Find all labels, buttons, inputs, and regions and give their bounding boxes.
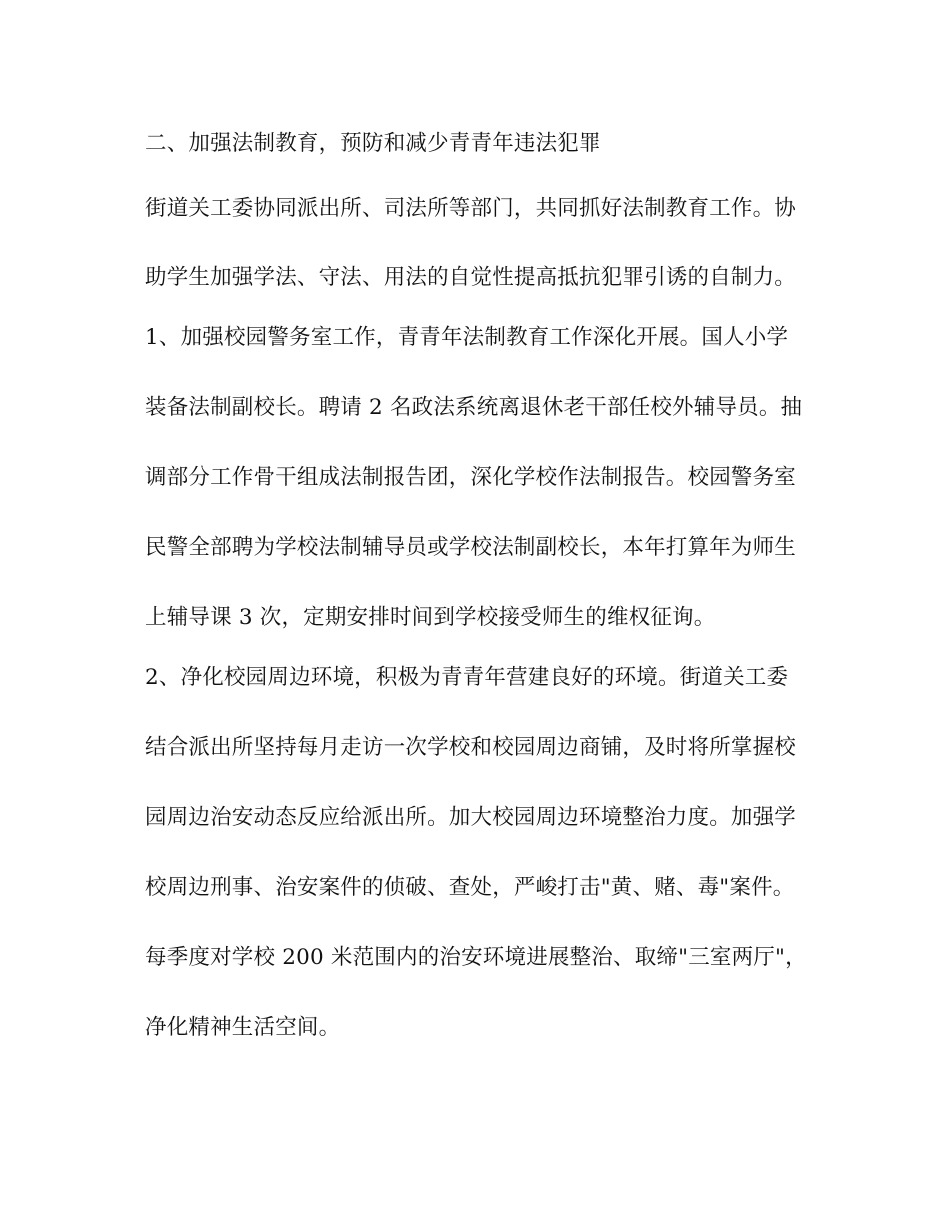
section-heading: 二、加强法制教育，预防和减少青青年违法犯罪	[145, 131, 601, 156]
paragraph-line: 结合派出所坚持每月走访一次学校和校园周边商铺，及时将所掌握校	[145, 735, 797, 760]
paragraph-line: 装备法制副校长。聘请 2 名政法系统离退休老干部任校外辅导员。抽	[145, 395, 803, 420]
paragraph-line: 校周边刑事、治安案件的侦破、查处，严峻打击"黄、赌、毒"案件。	[145, 875, 795, 900]
paragraph-line: 街道关工委协同派出所、司法所等部门，共同抓好法制教育工作。协	[145, 196, 797, 221]
paragraph-line: 2、净化校园周边环境，积极为青青年营建良好的环境。街道关工委	[145, 665, 789, 690]
paragraph-line: 1、加强校园警务室工作，青青年法制教育工作深化开展。国人小学	[145, 325, 789, 350]
paragraph-line: 上辅导课 3 次，定期安排时间到学校接受师生的维权征询。	[145, 605, 716, 630]
paragraph-line: 净化精神生活空间。	[145, 1015, 341, 1040]
paragraph-line: 每季度对学校 200 米范围内的治安环境进展整治、取缔"三室两厅"，	[145, 945, 807, 970]
paragraph-line: 调部分工作骨干组成法制报告团，深化学校作法制报告。校园警务室	[145, 465, 797, 490]
paragraph-line: 助学生加强学法、守法、用法的自觉性提高抵抗犯罪引诱的自制力。	[145, 265, 797, 290]
paragraph-line: 民警全部聘为学校法制辅导员或学校法制副校长，本年打算年为师生	[145, 535, 797, 560]
paragraph-line: 园周边治安动态反应给派出所。加大校园周边环境整治力度。加强学	[145, 805, 797, 830]
